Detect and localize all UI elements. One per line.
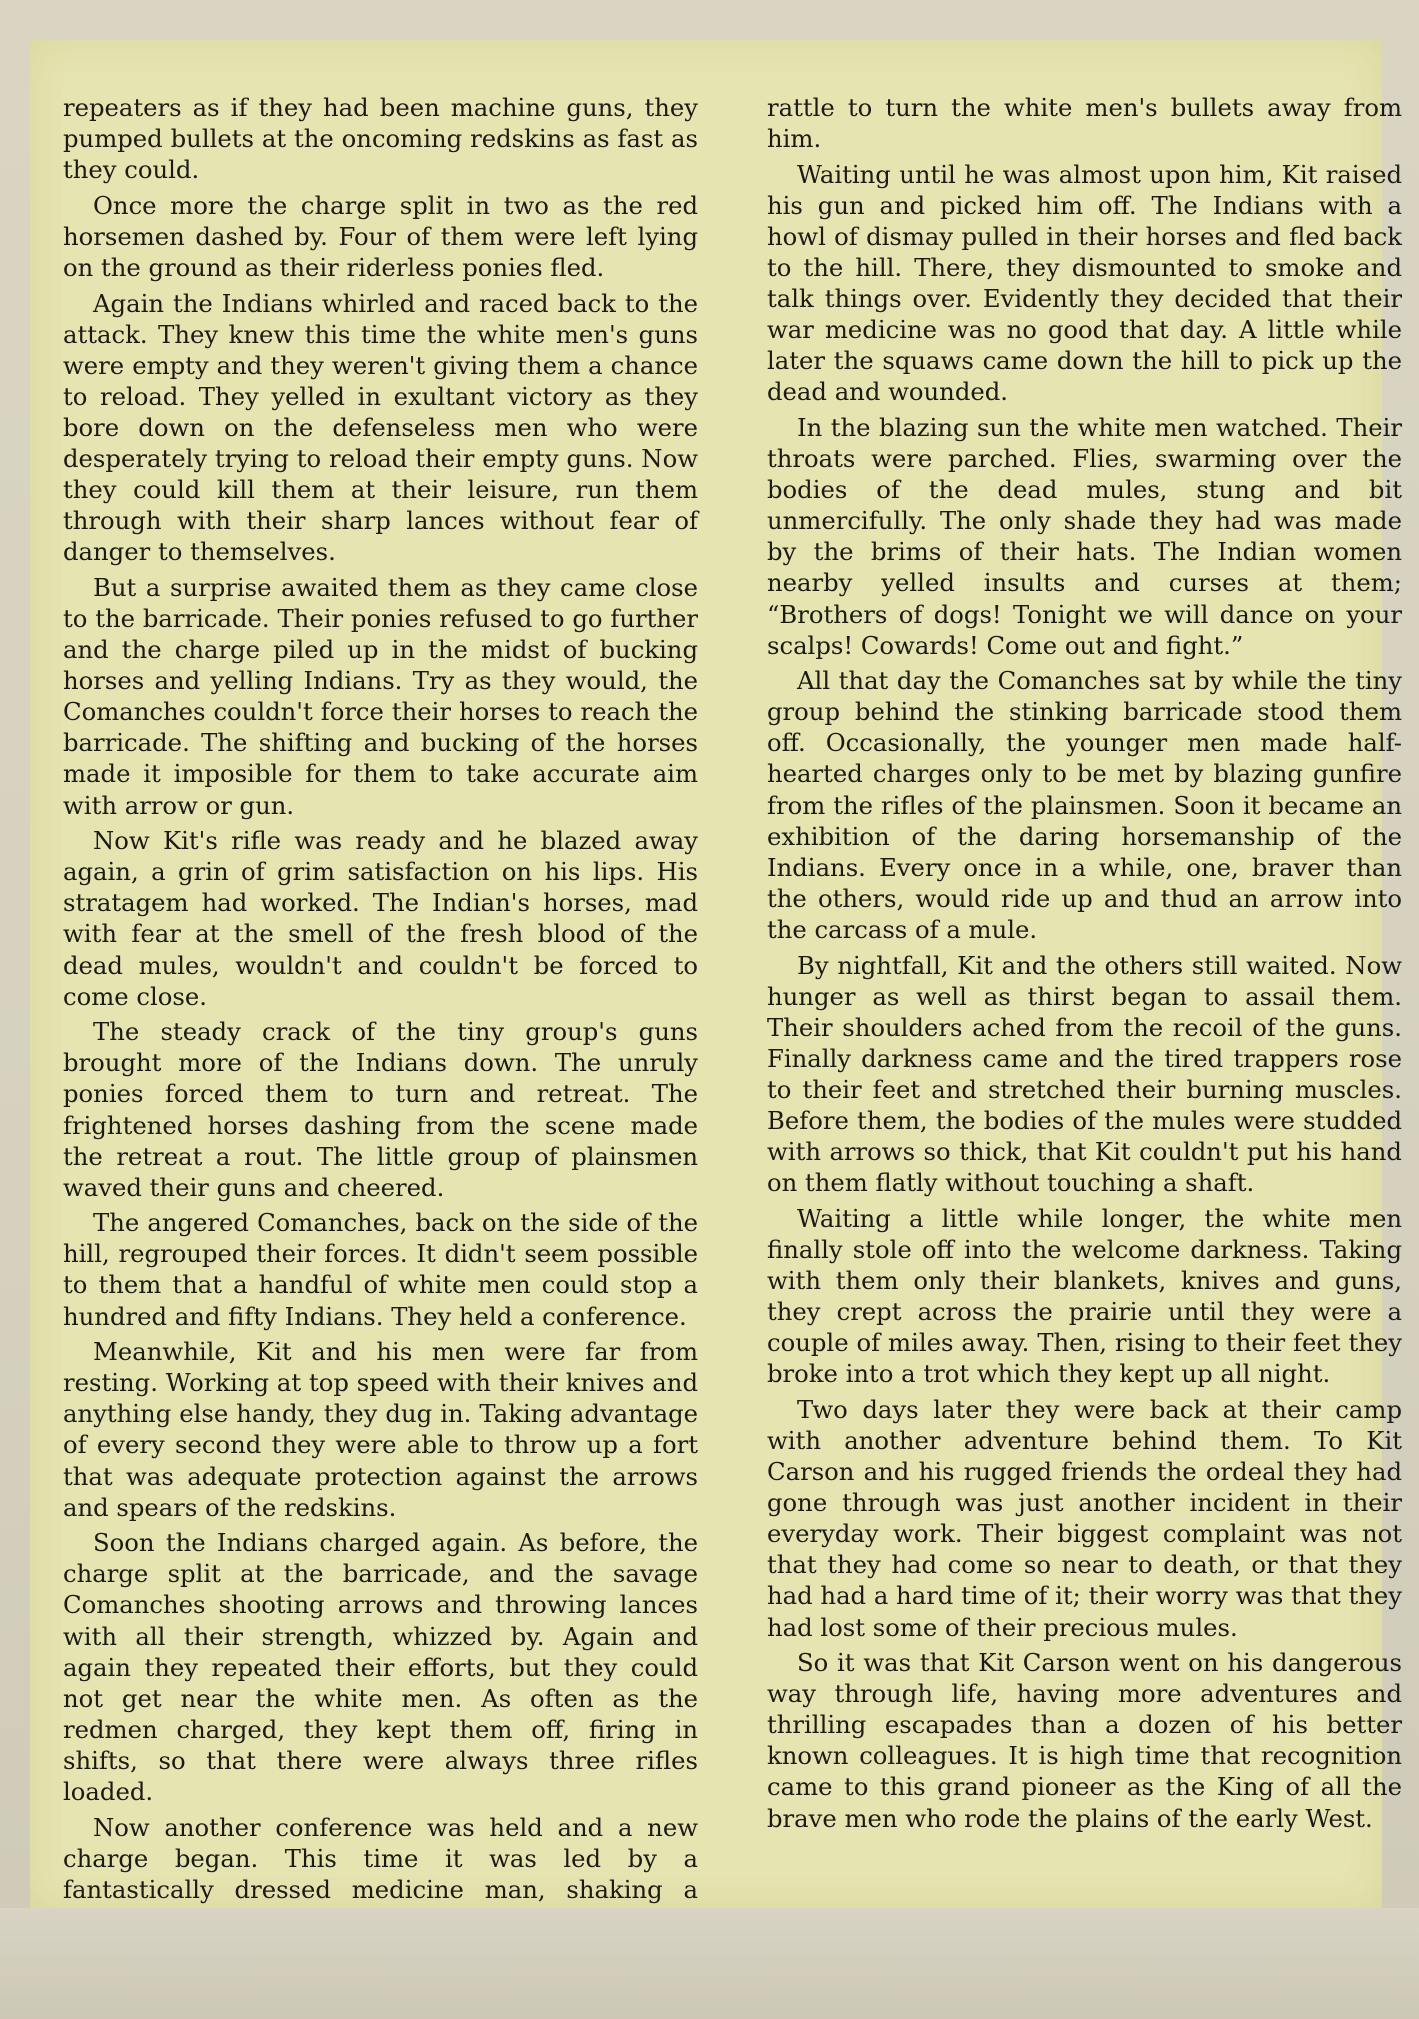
paragraph: But a surprise awaited them as they came close to the barricade. Their ponies refused to go further and the charge piled up in the midst of bucking horses and yelling Indians. Try as they would, the Comanches couldn't force their horses to reach the barricade. The shifting and bucking of the horses made it imposible for them to take accurate aim with arrow or gun. [63, 572, 698, 820]
paragraph: Meanwhile, Kit and his men were far from resting. Working at top speed with their knives and anything else handy, they dug in. Taking advantage of every second they were able to throw up a fort that was adequate protection against the arrows and spears of the redskins. [63, 1337, 698, 1522]
paragraph: Waiting until he was almost upon him, Kit raised his gun and picked him off. The Indians with a howl of dismay pulled in their horses and fled back to the hill. There, they dismounted to smoke and talk things over. Evidently they decided that their war medicine was no good that day. A little while later the squaws came down the hill to pick up the dead and wounded. [767, 159, 1402, 407]
paragraph: Two days later they were back at their camp with another adventure behind them. To Kit Carson and his rugged friends the ordeal they had gone through was just another incident in their everyday work. Their biggest complaint was not that they had come so near to death, or that they had had a hard time of it; their worry was that they had lost some of their precious mules. [767, 1394, 1402, 1642]
paragraph: The angered Comanches, back on the side of the hill, regrouped their forces. It didn't seem possible to them that a handful of white men could stop a hundred and fifty Indians. They held a conference. [63, 1208, 698, 1331]
right-column [767, 92, 1402, 1838]
paragraph: Now another conference was held and a new charge began. This time it was led by a fantastically dressed medicine man, shaking a [63, 1812, 698, 1904]
paragraph: Soon the Indians charged again. As before, the charge split at the barricade, and the savage Comanches shooting arrows and throwing lances with all their strength, whizzed by. Again and again they repeated their efforts, but they could not get near the white men. As often as the redmen charged, they kept them off, firing in shifts, so that there were always three rifles loaded. [63, 1528, 698, 1806]
paragraph: rattle to turn the white men's bullets away from him. [767, 93, 1402, 154]
text-panel [30, 40, 1402, 1908]
page-margin-bottom [0, 1908, 1419, 2019]
paragraph: Waiting a little while longer, the white men finally stole off into the welcome darkness. Taking with them only their blankets, knives and guns, they crept across the prairie until they were a couple of miles away. Then, rising to their feet they broke into a trot which they kept up all night. [767, 1203, 1402, 1389]
paragraph: Again the Indians whirled and raced back to the attack. They knew this time the white men's guns were empty and they weren't giving them a chance to reload. They yelled in exultant victory as they bore down on the defenseless men who were desperately trying to reload their empty guns. Now they could kill them at their leisure, run them through with their sharp lances without fear of danger to themselves. [63, 288, 698, 567]
paragraph: So it was that Kit Carson went on his dangerous way through life, having more adventures and thrilling escapades than a dozen of his better known colleagues. It is high time that recognition came to this grand pioneer as the King of all the brave men who rode the plains of the early West. [767, 1648, 1402, 1833]
paragraph: The steady crack of the tiny group's guns brought more of the Indians down. The unruly ponies forced them to turn and retreat. The frightened horses dashing from the scene made the retreat a rout. The little group of plainsmen waved their guns and cheered. [63, 1017, 698, 1202]
paragraph: By nightfall, Kit and the others still waited. Now hunger as well as thirst began to assail them. Their shoulders ached from the recoil of the guns. Finally darkness came and the tired trappers rose to their feet and stretched their burning muscles. Before them, the bodies of the mules were studded with arrows so thick, that Kit couldn't put his hand on them flatly without touching a shaft. [767, 950, 1402, 1198]
paragraph: Once more the charge split in two as the red horsemen dashed by. Four of them were left lying on the ground as their riderless ponies fled. [63, 190, 698, 282]
paragraph: repeaters as if they had been machine guns, they pumped bullets at the oncoming redskins as fast as they could. [63, 93, 698, 185]
left-column [63, 92, 698, 1940]
paragraph: All that day the Comanches sat by while the tiny group behind the stinking barricade stood them off. Occasionally, the younger men made half-hearted charges only to be met by blazing gunfire from the rifles of the plainsmen. Soon it became an exhibition of the daring horsemanship of the Indians. Every once in a while, one, braver than the others, would ride up and thud an arrow into the carcass of a mule. [767, 666, 1402, 944]
paragraph: In the blazing sun the white men watched. Their throats were parched. Flies, swarming over the bodies of the dead mules, stung and bit unmercifully. The only shade they had was made by the brims of their hats. The Indian women nearby yelled insults and curses at them; “Brothers of dogs! Tonight we will dance on your scalps! Cowards! Come out and fight.” [767, 412, 1402, 660]
paragraph: Now Kit's rifle was ready and he blazed away again, a grin of grim satisfaction on his lips. His stratagem had worked. The Indian's horses, mad with fear at the smell of the fresh blood of the dead mules, wouldn't and couldn't be forced to come close. [63, 826, 698, 1011]
